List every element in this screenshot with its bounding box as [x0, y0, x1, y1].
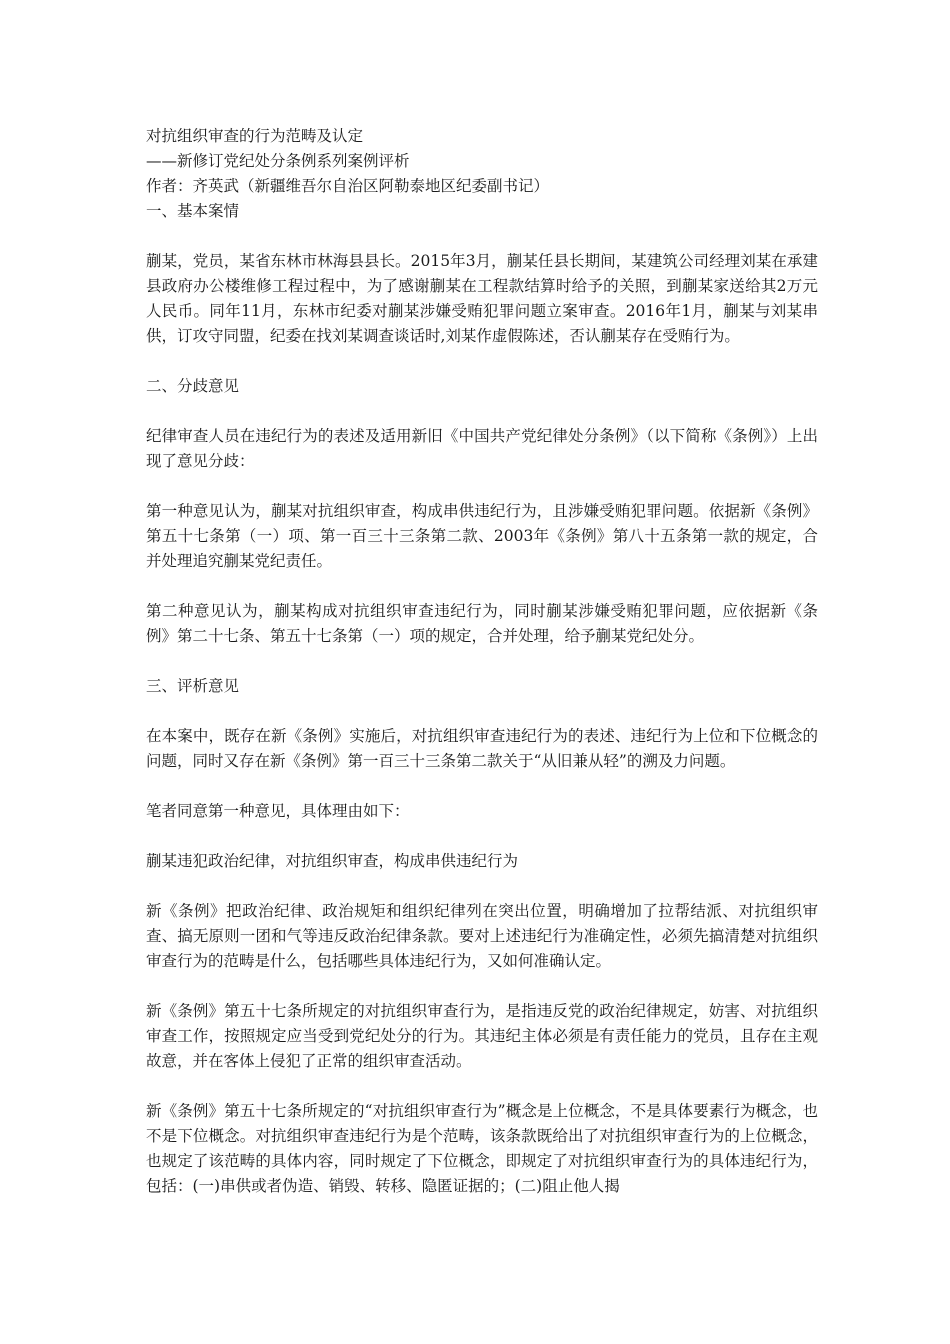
paragraph-analysis-5: 新《条例》第五十七条所规定的对抗组织审查行为，是指违反党的政治纪律规定，妨害、对抗组织审查工作，按照规定应当受到党纪处分的行为。其违纪主体必须是有责任能力的党员，且存在主观故意，并在客体上侵犯了正常的组织审查活动。 — [146, 1002, 818, 1070]
paragraph-analysis-2: 笔者同意第一种意见，具体理由如下： — [146, 802, 410, 820]
section-heading-divergent-opinions: 二、分歧意见 — [146, 377, 240, 395]
paragraph-opinion-two: 第二种意见认为，蒯某构成对抗组织审查违纪行为，同时蒯某涉嫌受贿犯罪问题，应依据新《条例》第二十七条、第五十七条第（一）项的规定，合并处理，给予蒯某党纪处分。 — [146, 602, 818, 645]
paragraph-analysis-4: 新《条例》把政治纪律、政治规矩和组织纪律列在突出位置，明确增加了拉帮结派、对抗组织审查、搞无原则一团和气等违反政治纪律条款。要对上述违纪行为准确定性，必须先搞清楚对抗组织审查行为的范畴是什么，包括哪些具体违纪行为，又如何准确认定。 — [146, 902, 818, 970]
spacer — [146, 1074, 818, 1099]
spacer — [146, 349, 818, 374]
spacer — [146, 399, 818, 424]
spacer — [146, 474, 818, 499]
paragraph-analysis-3: 蒯某违犯政治纪律，对抗组织审查，构成串供违纪行为 — [146, 852, 519, 870]
spacer — [146, 699, 818, 724]
paragraph-opinion-one: 第一种意见认为，蒯某对抗组织审查，构成串供违纪行为，且涉嫌受贿犯罪问题。依据新《条例》第五十七条第（一）项、第一百三十三条第二款、2003年《条例》第八十五条第一款的规定，合并处理追究蒯某党纪责任。 — [146, 502, 818, 570]
document-body — [146, 124, 818, 1199]
document-title: 对抗组织审查的行为范畴及认定 — [146, 127, 364, 145]
spacer — [146, 824, 818, 849]
document-subtitle: ——新修订党纪处分条例系列案例评析 — [146, 152, 410, 170]
section-heading-analysis: 三、评析意见 — [146, 677, 240, 695]
spacer — [146, 649, 818, 674]
spacer — [146, 224, 818, 249]
paragraph-analysis-6: 新《条例》第五十七条所规定的“对抗组织审查行为”概念是上位概念，不是具体要素行为概念，也不是下位概念。对抗组织审查违纪行为是个范畴，该条款既给出了对抗组织审查行为的上位概念，也规定了该范畴的具体内容，同时规定了下位概念，即规定了对抗组织审查行为的具体违纪行为，包括：(一)串供或者伪造、销毁、转移、隐匿证据的；(二)阻止他人揭 — [146, 1102, 818, 1195]
document-author: 作者：齐英武（新疆维吾尔自治区阿勒泰地区纪委副书记） — [146, 177, 550, 195]
spacer — [146, 574, 818, 599]
spacer — [146, 874, 818, 899]
spacer — [146, 974, 818, 999]
spacer — [146, 774, 818, 799]
paragraph-divergence: 纪律审查人员在违纪行为的表述及适用新旧《中国共产党纪律处分条例》（以下简称《条例》）上出现了意见分歧： — [146, 427, 818, 470]
paragraph-analysis-1: 在本案中，既存在新《条例》实施后，对抗组织审查违纪行为的表述、违纪行为上位和下位概念的问题，同时又存在新《条例》第一百三十三条第二款关于“从旧兼从轻”的溯及力问题。 — [146, 727, 818, 770]
paragraph-case-facts: 蒯某，党员，某省东林市林海县县长。2015年3月，蒯某任县长期间，某建筑公司经理刘某在承建县政府办公楼维修工程过程中，为了感谢蒯某在工程款结算时给予的关照，到蒯某家送给其2万元人民币。同年11月，东林市纪委对蒯某涉嫌受贿犯罪问题立案审查。2016年1月，蒯某与刘某串供，订攻守同盟，纪委在找刘某调查谈话时,刘某作虚假陈述，否认蒯某存在受贿行为。 — [146, 252, 818, 345]
section-heading-basic-case: 一、基本案情 — [146, 202, 240, 220]
